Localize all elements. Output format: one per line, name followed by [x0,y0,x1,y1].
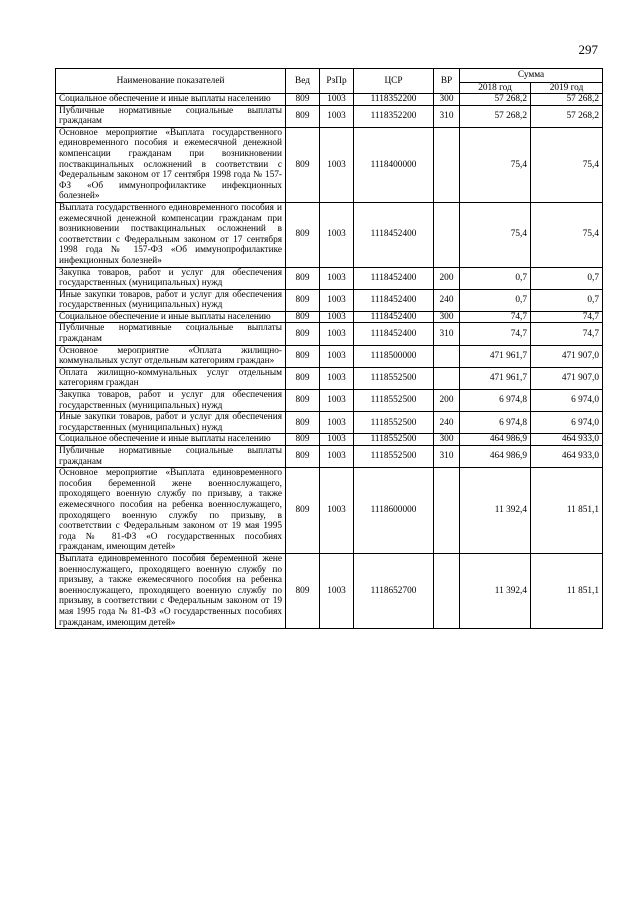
cell-csr: 1118552500 [354,367,434,389]
cell-vr [434,553,460,628]
cell-csr: 1118500000 [354,345,434,367]
cell-ved: 809 [286,267,320,289]
cell-name: Закупка товаров, работ и услуг для обеспечения государственных (муниципальных) нужд [56,390,286,412]
cell-2018: 74,7 [460,323,531,345]
table-row [56,127,603,202]
cell-2018: 6 974,8 [460,390,531,412]
cell-csr: 1118452400 [354,323,434,345]
cell-ved: 809 [286,446,320,468]
table-row [56,412,603,434]
cell-rzpr: 1003 [320,289,354,311]
cell-vr: 200 [434,267,460,289]
header-rzpr: РзПр [320,69,354,94]
cell-2018: 0,7 [460,267,531,289]
cell-name: Основное мероприятие «Выплата единовременного пособия беременной жене военнослужащего, проходящего военную службу по призыву, а также ежемесячного пособия на ребенка военнослужащего, проходящего военную службу по призыву, в соответствии с Федеральным законом от 19 мая 1995 года № 81-ФЗ «О государственных пособиях гражданам, имеющим детей» [56,468,286,554]
header-csr: ЦСР [354,69,434,94]
header-year-2019: 2019 год [531,83,603,94]
cell-2018: 0,7 [460,289,531,311]
cell-ved: 809 [286,434,320,446]
table-row [56,434,603,446]
cell-vr: 240 [434,412,460,434]
cell-ved: 809 [286,468,320,554]
cell-name: Иные закупки товаров, работ и услуг для обеспечения государственных (муниципальных) нужд [56,289,286,311]
cell-csr: 1118452400 [354,289,434,311]
table-row [56,553,603,628]
table-row [56,94,603,106]
table-row [56,468,603,554]
cell-vr: 300 [434,311,460,323]
cell-2019: 75,4 [531,127,603,202]
cell-name: Публичные нормативные социальные выплаты гражданам [56,323,286,345]
table-row [56,345,603,367]
cell-vr [434,468,460,554]
cell-csr: 1118552500 [354,446,434,468]
cell-csr: 1118552500 [354,434,434,446]
cell-name: Социальное обеспечение и иные выплаты населению [56,311,286,323]
cell-ved: 809 [286,289,320,311]
cell-name: Публичные нормативные социальные выплаты гражданам [56,446,286,468]
cell-csr: 1118452400 [354,267,434,289]
cell-csr: 1118652700 [354,553,434,628]
cell-rzpr: 1003 [320,390,354,412]
table-row [56,323,603,345]
table-row [56,202,603,267]
cell-name: Социальное обеспечение и иные выплаты населению [56,94,286,106]
header-name: Наименование показателей [56,69,286,94]
cell-2018: 74,7 [460,311,531,323]
cell-csr: 1118600000 [354,468,434,554]
table-row [56,105,603,127]
cell-2018: 57 268,2 [460,94,531,106]
cell-2019: 11 851,1 [531,553,603,628]
cell-2018: 464 986,9 [460,434,531,446]
cell-ved: 809 [286,202,320,267]
cell-vr [434,345,460,367]
header-ved: Вед [286,69,320,94]
cell-2019: 6 974,0 [531,390,603,412]
table-header [56,69,603,94]
cell-vr [434,367,460,389]
cell-rzpr: 1003 [320,345,354,367]
cell-csr: 1118452400 [354,202,434,267]
cell-name: Выплата государственного единовременного пособия и ежемесячной денежной компенсации гражданам при возникновении поствакцинальных осложнений в соответствии с Федеральным законом от 17 сентября 1998 года № 157-ФЗ «Об иммунопрофилактике инфекционных болезней» [56,202,286,267]
cell-2019: 471 907,0 [531,345,603,367]
cell-csr: 1118552500 [354,412,434,434]
cell-name: Оплата жилищно-коммунальных услуг отдельным категориям граждан [56,367,286,389]
cell-csr: 1118352200 [354,94,434,106]
cell-2019: 11 851,1 [531,468,603,554]
table-row [56,446,603,468]
cell-name: Выплата единовременного пособия беременной жене военнослужащего, проходящего военную службу по призыву, а также ежемесячного пособия на ребенка военнослужащего, проходящего военную службу по призыву, в соответствии с Федеральным законом от 19 мая 1995 года № 81-ФЗ «О государственных пособиях гражданам, имеющим детей» [56,553,286,628]
cell-2018: 6 974,8 [460,412,531,434]
cell-rzpr: 1003 [320,202,354,267]
cell-rzpr: 1003 [320,412,354,434]
cell-rzpr: 1003 [320,105,354,127]
cell-rzpr: 1003 [320,267,354,289]
table-row [56,267,603,289]
cell-2019: 0,7 [531,289,603,311]
cell-vr [434,202,460,267]
cell-rzpr: 1003 [320,323,354,345]
cell-2018: 11 392,4 [460,553,531,628]
cell-ved: 809 [286,94,320,106]
cell-ved: 809 [286,367,320,389]
cell-name: Социальное обеспечение и иные выплаты населению [56,434,286,446]
cell-rzpr: 1003 [320,311,354,323]
cell-rzpr: 1003 [320,367,354,389]
cell-rzpr: 1003 [320,468,354,554]
cell-2019: 471 907,0 [531,367,603,389]
cell-ved: 809 [286,412,320,434]
cell-ved: 809 [286,311,320,323]
header-vr: ВР [434,69,460,94]
cell-csr: 1118400000 [354,127,434,202]
cell-2018: 464 986,9 [460,446,531,468]
header-year-2018: 2018 год [460,83,531,94]
cell-rzpr: 1003 [320,127,354,202]
cell-rzpr: 1003 [320,94,354,106]
cell-2018: 75,4 [460,127,531,202]
header-sum: Сумма [460,69,603,83]
table-row [56,289,603,311]
cell-name: Основное мероприятие «Выплата государственного единовременного пособия и ежемесячной денежной компенсации гражданам при возникновении поствакцинальных осложнений в соответствии с Федеральным законом от 17 сентября 1998 года № 157-ФЗ «Об иммунопрофилактике инфекционных болезней» [56,127,286,202]
cell-ved: 809 [286,345,320,367]
cell-2019: 57 268,2 [531,105,603,127]
cell-vr: 310 [434,446,460,468]
cell-2019: 464 933,0 [531,434,603,446]
cell-2018: 75,4 [460,202,531,267]
cell-rzpr: 1003 [320,434,354,446]
cell-vr: 200 [434,390,460,412]
cell-rzpr: 1003 [320,446,354,468]
cell-rzpr: 1003 [320,553,354,628]
cell-csr: 1118552500 [354,390,434,412]
cell-ved: 809 [286,390,320,412]
cell-vr: 310 [434,105,460,127]
cell-ved: 809 [286,105,320,127]
cell-name: Публичные нормативные социальные выплаты гражданам [56,105,286,127]
table-row [56,311,603,323]
cell-2019: 74,7 [531,323,603,345]
cell-ved: 809 [286,323,320,345]
table-row [56,390,603,412]
cell-ved: 809 [286,553,320,628]
cell-vr: 300 [434,434,460,446]
cell-2019: 0,7 [531,267,603,289]
table-body [56,94,603,629]
cell-name: Иные закупки товаров, работ и услуг для обеспечения государственных (муниципальных) нужд [56,412,286,434]
table-row [56,367,603,389]
cell-vr: 300 [434,94,460,106]
page-number: 297 [578,42,598,57]
cell-2019: 74,7 [531,311,603,323]
cell-2018: 11 392,4 [460,468,531,554]
cell-name: Закупка товаров, работ и услуг для обеспечения государственных (муниципальных) нужд [56,267,286,289]
cell-csr: 1118452400 [354,311,434,323]
cell-2019: 464 933,0 [531,446,603,468]
budget-table [55,68,603,629]
cell-2019: 6 974,0 [531,412,603,434]
cell-vr: 310 [434,323,460,345]
cell-2018: 57 268,2 [460,105,531,127]
cell-2018: 471 961,7 [460,345,531,367]
cell-2019: 57 268,2 [531,94,603,106]
cell-2019: 75,4 [531,202,603,267]
cell-vr: 240 [434,289,460,311]
cell-2018: 471 961,7 [460,367,531,389]
cell-vr [434,127,460,202]
cell-csr: 1118352200 [354,105,434,127]
cell-ved: 809 [286,127,320,202]
cell-name: Основное мероприятие «Оплата жилищно-коммунальных услуг отдельным категориям граждан» [56,345,286,367]
